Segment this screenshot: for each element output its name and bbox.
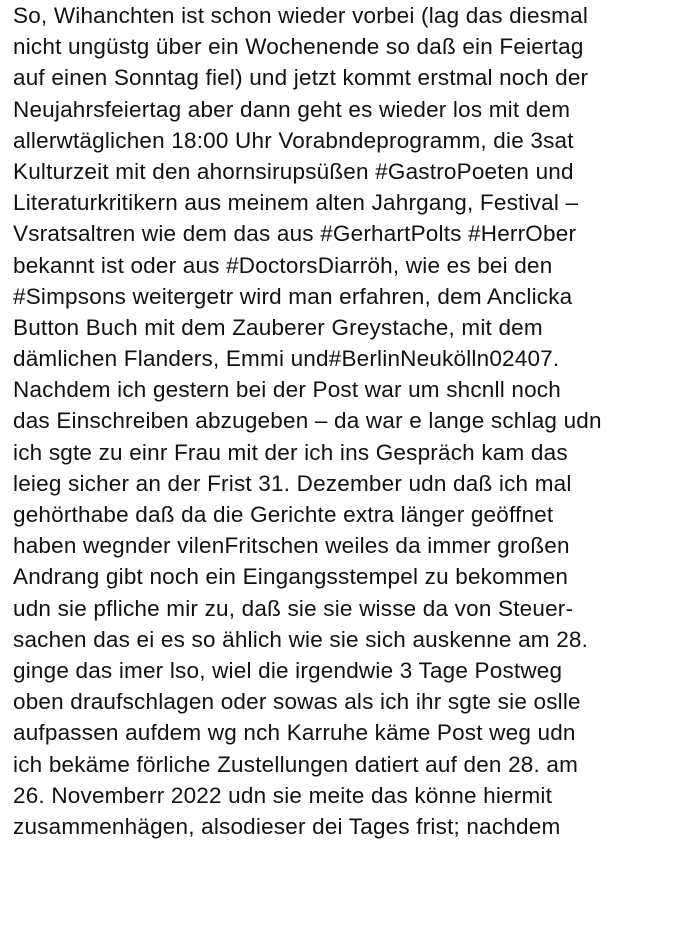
text-line: ich sgte zu einr Frau mit der ich ins Gespräch kam das bbox=[13, 439, 568, 465]
text-line: ginge das imer lso, wiel die irgendwie 3 Tage Postweg bbox=[13, 657, 563, 683]
text-line: das Einschreiben abzugeben – da war e lange schlag udn bbox=[13, 408, 602, 434]
text-line: auf einen Sonntag fiel) und jetzt kommt erstmal noch der bbox=[13, 65, 589, 91]
text-line: Literaturkritikern aus meinem alten Jahrgang, Festival – bbox=[13, 190, 579, 216]
text-line: bekannt ist oder aus #DoctorsDiarröh, wie es bei den bbox=[13, 252, 553, 278]
text-line: haben wegnder vilenFritschen weiles da immer großen bbox=[13, 533, 570, 559]
text-line: Neujahrsfeiertag aber dann geht es wieder los mit dem bbox=[13, 96, 571, 122]
text-line: nicht ungüstg über ein Wochenende so daß ein Feiertag bbox=[13, 34, 584, 60]
text-line: allerwtäglichen 18:00 Uhr Vorabndeprogramm, die 3sat bbox=[13, 127, 574, 153]
text-line: Andrang gibt noch ein Eingangsstempel zu bekommen bbox=[13, 564, 569, 590]
text-line: Kulturzeit mit den ahornsirupsüßen #GastroPoeten und bbox=[13, 158, 574, 184]
text-line: leieg sicher an der Frist 31. Dezember udn daß ich mal bbox=[13, 470, 572, 496]
text-line: So, Wihanchten ist schon wieder vorbei (lag das diesmal bbox=[13, 3, 589, 28]
text-line: ich bekäme förliche Zustellungen datiert auf den 28. am bbox=[13, 751, 579, 777]
text-line: #Simpsons weitergetr wird man erfahren, dem Anclicka bbox=[13, 283, 573, 309]
text-line: aufpassen aufdem wg nch Karruhe käme Post weg udn bbox=[13, 720, 576, 746]
text-line: udn sie pfliche mir zu, daß sie sie wisse da von Steuer- bbox=[13, 595, 574, 621]
text-line: Button Buch mit dem Zauberer Greystache, mit dem bbox=[13, 314, 543, 340]
text-line: oben draufschlagen oder sowas als ich ihr sgte sie oslle bbox=[13, 689, 581, 715]
text-line: Vsratsaltren wie dem das aus #GerhartPolts #HerrOber bbox=[13, 221, 577, 247]
text-line: 26. Novemberr 2022 udn sie meite das könne hiermit bbox=[13, 782, 553, 808]
text-line: sachen das ei es so ählich wie sie sich auskenne am 28. bbox=[13, 626, 589, 652]
text-line: dämlichen Flanders, Emmi und#BerlinNeukölln02407. bbox=[13, 346, 560, 372]
text-line: zusammenhägen, alsodieser dei Tages frist; nachdem bbox=[13, 813, 561, 839]
body-text bbox=[13, 0, 684, 842]
text-line: gehörthabe daß da die Gerichte extra länger geöffnet bbox=[13, 502, 554, 527]
text-line: Nachdem ich gestern bei der Post war um shcnll noch bbox=[13, 377, 561, 403]
